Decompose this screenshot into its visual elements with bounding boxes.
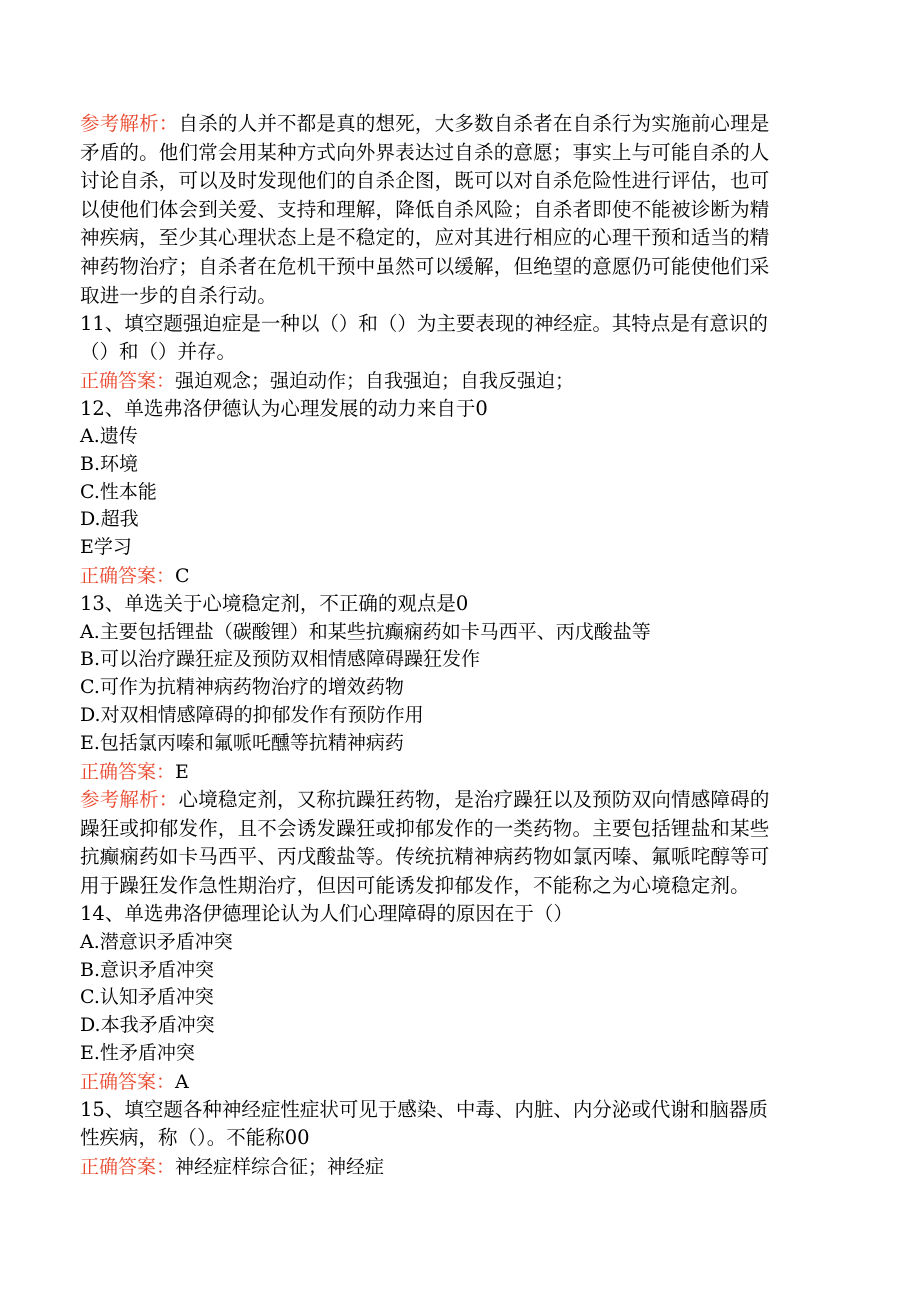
answer-label: 正确答案：: [80, 1071, 176, 1094]
answer-label: 正确答案：: [80, 1155, 176, 1178]
answer-label: 正确答案：: [80, 761, 176, 784]
answer-value: A: [175, 1071, 189, 1094]
option-d: D.本我矛盾冲突: [80, 1014, 215, 1037]
answer-line: [80, 367, 840, 395]
explanation-label: 参考解析：: [80, 112, 179, 135]
question-stem: 14、单选弗洛伊德理论认为人们心理障碍的原因在于（）: [80, 902, 573, 926]
explanation-line: 以使他们体会到关爱、支持和理解，降低自杀风险；自杀者即使不能被诊断为精: [80, 197, 770, 221]
explanation-line: 抗癫痫药如卡马西平、丙戊酸盐等。传统抗精神病药物如氯丙嗪、氟哌咤醇等可: [80, 845, 770, 869]
explanation-line: 自杀的人并不都是真的想死，大多数自杀者在自杀行为实施前心理是: [178, 112, 770, 135]
document-page: [80, 110, 840, 1181]
explanation-line: 心境稳定剂，又称抗躁狂药物，是治疗躁狂以及预防双向情感障碍的: [178, 788, 770, 812]
question-11: [80, 310, 840, 394]
answer-line: [80, 562, 840, 590]
answer-label: 正确答案：: [80, 369, 176, 392]
question-13: [80, 590, 840, 900]
option-a: A.潜意识矛盾冲突: [80, 930, 233, 953]
option-e: E.性矛盾冲突: [80, 1042, 195, 1065]
option-c: C.认知矛盾冲突: [80, 986, 214, 1009]
answer-value: E: [175, 761, 189, 784]
option-e: E学习: [80, 536, 132, 559]
question-stem: 15、填空题各种神经症性症状可见于感染、中毒、内脏、内分泌或代谢和脑器质: [80, 1098, 768, 1122]
explanation-line: 神药物治疗；自杀者在危机干预中虽然可以缓解，但绝望的意愿仍可能使他们采: [80, 254, 770, 278]
answer-line: [80, 1068, 840, 1096]
answer-line: [80, 1153, 840, 1181]
question-stem: 性疾病，称（）。不能称00: [80, 1126, 310, 1150]
option-e: E.包括氯丙嗪和氟哌吒醺等抗精神病药: [80, 732, 404, 755]
option-c: C.性本能: [80, 480, 157, 503]
question-15: [80, 1096, 840, 1180]
answer-value: 神经症样综合征；神经症: [175, 1155, 385, 1178]
question-14: [80, 900, 840, 1096]
question-explanation: [80, 786, 840, 900]
explanation-line: 讨论自杀，可以及时发现他们的自杀企图，既可以对自杀危险性进行评估，也可: [80, 169, 770, 193]
question-stem: 11、填空题强迫症是一种以（）和（）为主要表现的神经症。其特点是有意识的: [80, 312, 768, 336]
explanation-line: 用于躁狂发作急性期治疗，但因可能诱发抑郁发作，不能称之为心境稳定剂。: [80, 873, 750, 897]
option-d: D.对双相情感障碍的抑郁发作有预防作用: [80, 704, 424, 727]
answer-line: [80, 758, 840, 786]
option-b: B.意识矛盾冲突: [80, 958, 215, 981]
question-12: [80, 395, 840, 591]
option-a: A.主要包括锂盐（碳酸锂）和某些抗癫痫药如卡马西平、丙戊酸盐等: [80, 620, 651, 643]
explanation-line: 取进一步的自杀行动。: [80, 283, 278, 307]
option-d: D.超我: [80, 508, 139, 531]
explanation-label: 参考解析：: [80, 788, 179, 812]
question-stem: 12、单选弗洛伊德认为心理发展的动力来自于0: [80, 396, 488, 420]
answer-value: C: [175, 565, 190, 588]
explanation-line: 躁狂或抑郁发作，且不会诱发躁狂或抑郁发作的一类药物。主要包括锂盐和某些: [80, 816, 770, 840]
answer-value: 强迫观念；强迫动作；自我强迫；自我反强迫；: [175, 369, 575, 392]
option-c: C.可作为抗精神病药物治疗的增效药物: [80, 676, 404, 699]
option-a: A.遗传: [80, 424, 138, 447]
option-b: B.可以治疗躁狂症及预防双相情感障碍躁狂发作: [80, 648, 481, 671]
answer-label: 正确答案：: [80, 565, 176, 588]
explanation-line: 矛盾的。他们常会用某种方式向外界表达过自杀的意愿；事实上与可能自杀的人: [80, 140, 770, 164]
intro-explanation: [80, 110, 840, 310]
option-b: B.环境: [80, 452, 139, 475]
question-stem: 13、单选关于心境稳定剂，不正确的观点是0: [80, 592, 469, 616]
explanation-line: 神疾病，至少其心理状态上是不稳定的，应对其进行相应的心理干预和适当的精: [80, 226, 770, 250]
question-stem: （）和（）并存。: [80, 340, 237, 364]
